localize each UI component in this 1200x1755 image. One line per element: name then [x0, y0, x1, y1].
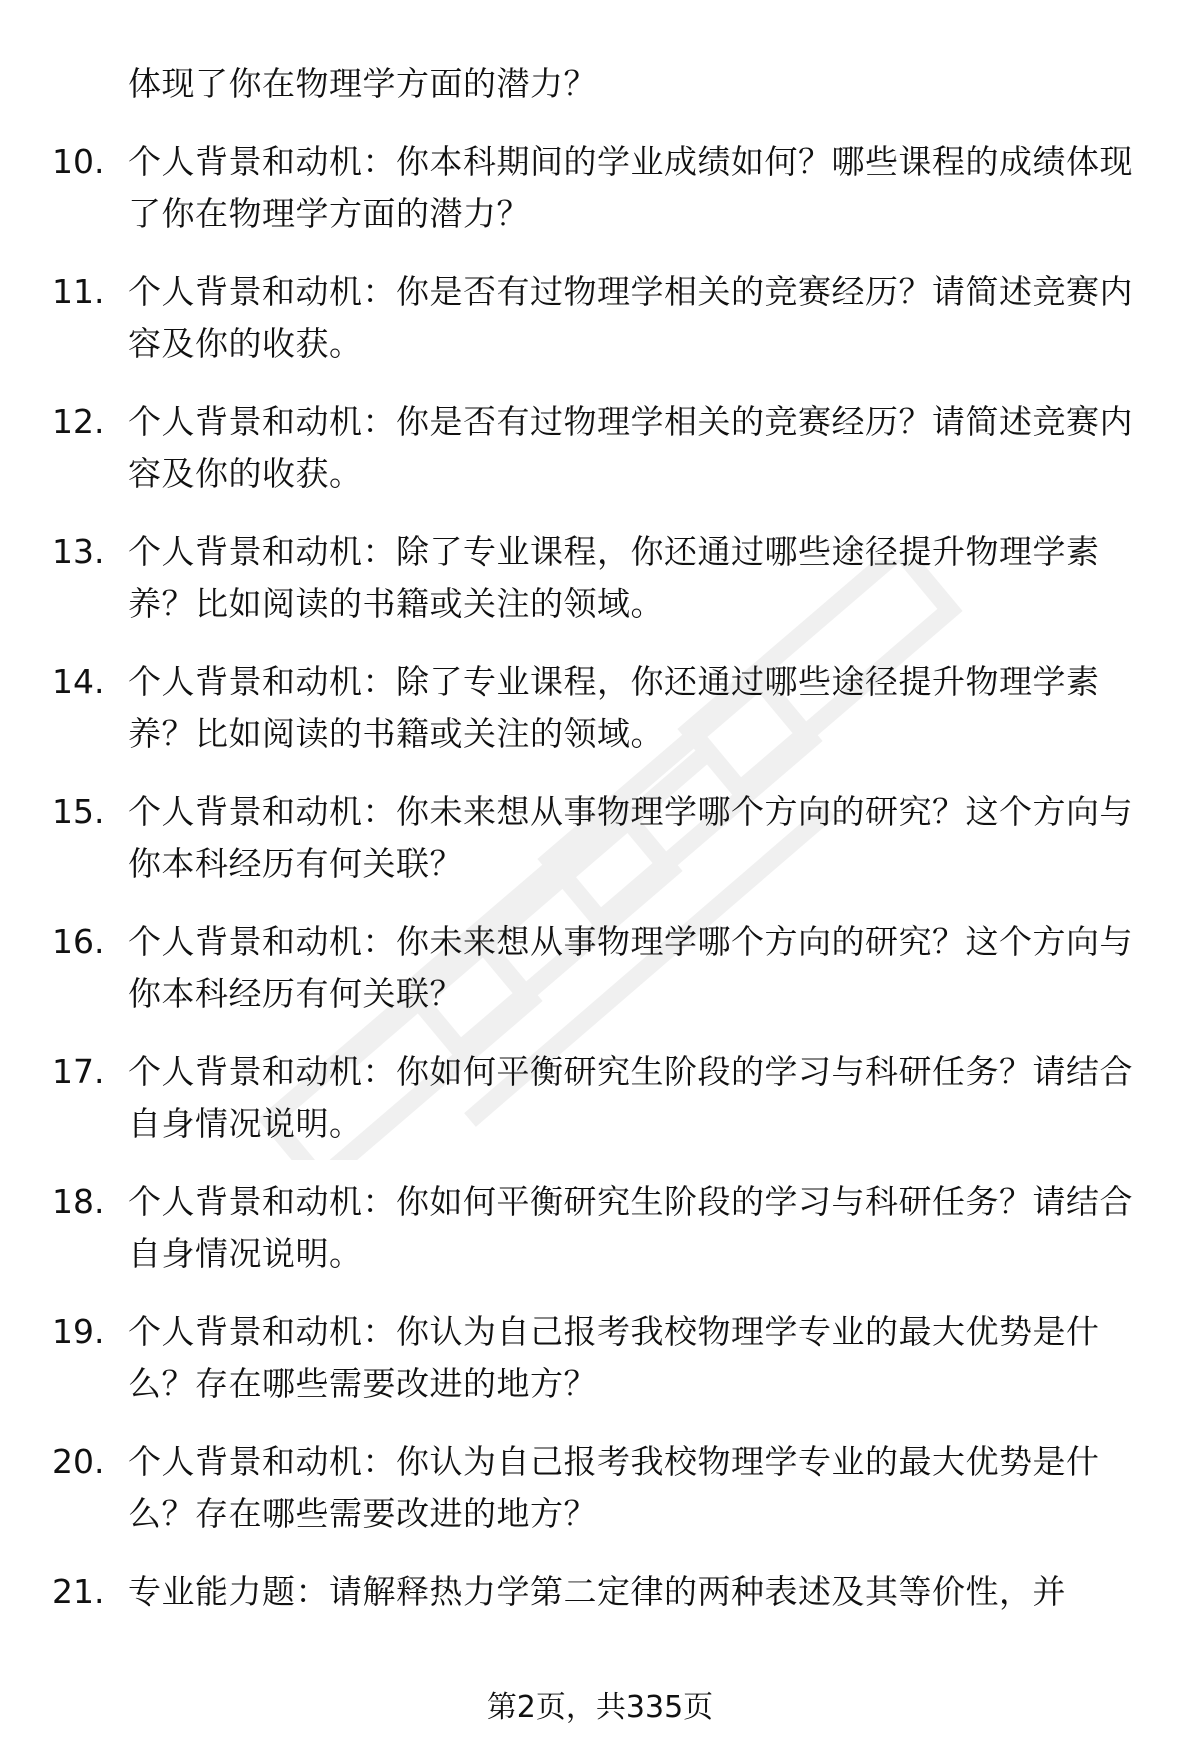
question-item — [0, 786, 1200, 916]
question-number: 21. — [52, 1572, 105, 1611]
question-item — [0, 396, 1200, 526]
question-number: 14. — [52, 662, 105, 701]
question-text: 个人背景和动机：你是否有过物理学相关的竞赛经历？请简述竞赛内容及你的收获。 — [128, 402, 1133, 493]
question-item — [0, 1566, 1200, 1626]
question-text: 个人背景和动机：你是否有过物理学相关的竞赛经历？请简述竞赛内容及你的收获。 — [128, 272, 1133, 363]
page-footer: 第2页，共335页 — [486, 1690, 714, 1725]
question-item — [0, 266, 1200, 396]
question-text: 个人背景和动机：你认为自己报考我校物理学专业的最大优势是什么？存在哪些需要改进的地方？ — [128, 1312, 1100, 1403]
question-number: 10. — [52, 142, 105, 181]
question-number: 19. — [52, 1312, 105, 1351]
question-item — [0, 1436, 1200, 1566]
question-text: 个人背景和动机：除了专业课程，你还通过哪些途径提升物理学素养？比如阅读的书籍或关注的领域。 — [128, 532, 1100, 623]
question-list — [0, 136, 1200, 1626]
question-text: 个人背景和动机：你未来想从事物理学哪个方向的研究？这个方向与你本科经历有何关联？ — [128, 792, 1133, 883]
question-text: 专业能力题：请解释热力学第二定律的两种表述及其等价性，并 — [128, 1572, 1066, 1611]
question-item — [0, 1306, 1200, 1436]
question-item — [0, 1176, 1200, 1306]
question-number: 12. — [52, 402, 105, 441]
question-text: 个人背景和动机：你未来想从事物理学哪个方向的研究？这个方向与你本科经历有何关联？ — [128, 922, 1133, 1013]
question-text: 个人背景和动机：你认为自己报考我校物理学专业的最大优势是什么？存在哪些需要改进的地方？ — [128, 1442, 1100, 1533]
question-text: 个人背景和动机：你本科期间的学业成绩如何？哪些课程的成绩体现了你在物理学方面的潜力？ — [128, 142, 1133, 233]
question-text: 个人背景和动机：你如何平衡研究生阶段的学习与科研任务？请结合自身情况说明。 — [128, 1182, 1133, 1273]
question-item — [0, 136, 1200, 266]
question-number: 17. — [52, 1052, 105, 1091]
question-text: 个人背景和动机：你如何平衡研究生阶段的学习与科研任务？请结合自身情况说明。 — [128, 1052, 1133, 1143]
question-number: 16. — [52, 922, 105, 961]
question-number: 13. — [52, 532, 105, 571]
question-item — [0, 916, 1200, 1046]
question-number: 20. — [52, 1442, 105, 1481]
question-item — [0, 1046, 1200, 1176]
question-number: 11. — [52, 272, 105, 311]
question-item — [0, 526, 1200, 656]
question-item — [0, 656, 1200, 786]
continuation-text: 体现了你在物理学方面的潜力？ — [128, 64, 597, 103]
question-number: 18. — [52, 1182, 105, 1221]
question-text: 个人背景和动机：除了专业课程，你还通过哪些途径提升物理学素养？比如阅读的书籍或关注的领域。 — [128, 662, 1100, 753]
question-number: 15. — [52, 792, 105, 831]
